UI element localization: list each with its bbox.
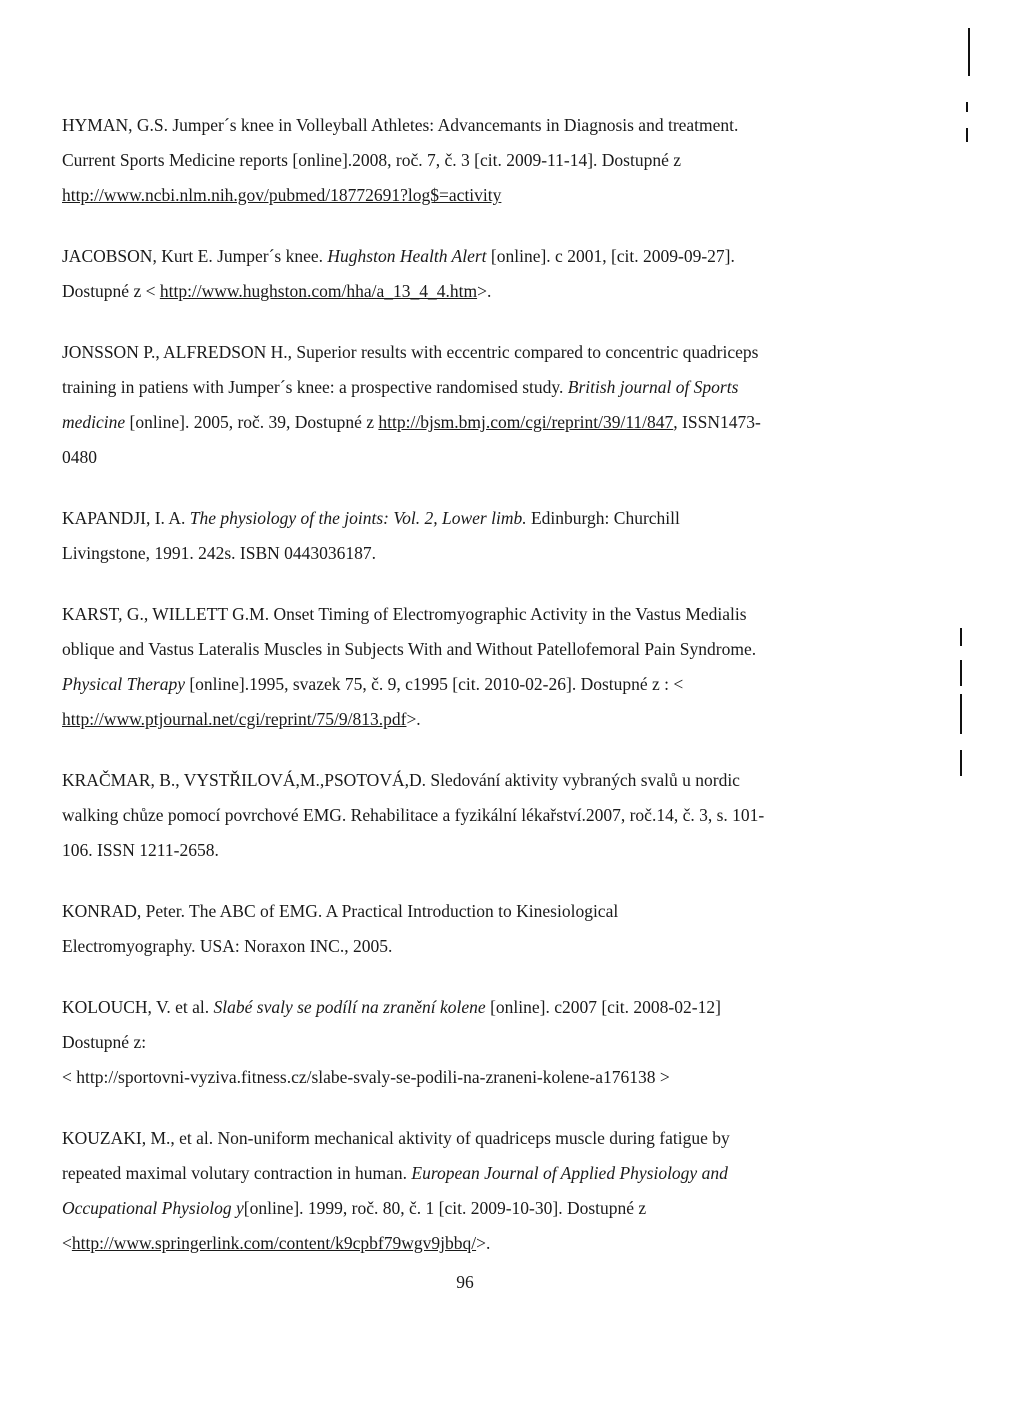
reference-title-italic: Hughston Health Alert	[327, 246, 487, 266]
reference-line	[62, 143, 882, 178]
reference-text: [online]. c 2001, [cit. 2009-09-27].	[486, 246, 735, 266]
reference-line	[62, 1156, 882, 1191]
reference-text: 0480	[62, 447, 97, 467]
reference-line	[62, 929, 882, 964]
reference-line	[62, 1025, 882, 1060]
reference-text: repeated maximal volutary contraction in human.	[62, 1163, 412, 1183]
reference-list	[62, 108, 882, 1287]
reference-url-link[interactable]: http://bjsm.bmj.com/cgi/reprint/39/11/847	[378, 412, 674, 432]
reference-line	[62, 798, 882, 833]
reference-line	[62, 1191, 882, 1226]
reference-line	[62, 178, 882, 213]
reference-text: JACOBSON, Kurt E. Jumper´s knee.	[62, 246, 328, 266]
reference-entry	[62, 335, 882, 475]
reference-text: KONRAD, Peter. The ABC of EMG. A Practical Introduction to Kinesiological	[62, 901, 619, 921]
scan-edge-mark	[960, 694, 962, 734]
scan-edge-mark	[966, 128, 968, 142]
reference-line	[62, 894, 882, 929]
reference-text: [online]. 1999, roč. 80, č. 1 [cit. 2009-10-30]. Dostupné z	[243, 1198, 647, 1218]
reference-entry	[62, 894, 882, 964]
reference-url-link[interactable]: http://www.ncbi.nlm.nih.gov/pubmed/18772691?log$=activity	[62, 185, 502, 205]
reference-text: 106. ISSN 1211-2658.	[62, 840, 219, 860]
reference-text: KRAČMAR, B., VYSTŘILOVÁ,M.,PSOTOVÁ,D. Sledování aktivity vybraných svalů u nordic	[62, 770, 740, 790]
scan-edge-mark	[966, 102, 968, 112]
reference-line	[62, 274, 882, 309]
reference-line	[62, 667, 882, 702]
reference-text: HYMAN, G.S. Jumper´s knee in Volleyball Athletes: Advancemants in Diagnosis and treatment.	[62, 115, 739, 135]
reference-line	[62, 990, 882, 1025]
scan-edge-mark	[968, 28, 970, 76]
reference-text: Edinburgh: Churchill	[526, 508, 680, 528]
reference-title-italic: European Journal of Applied Physiology and	[411, 1163, 728, 1183]
reference-text: KOUZAKI, M., et al. Non-uniform mechanical aktivity of quadriceps muscle during fatigue by	[62, 1128, 730, 1148]
reference-title-italic: Slabé svaly se podílí na zranění kolene	[213, 997, 486, 1017]
reference-line	[62, 597, 882, 632]
reference-text: KARST, G., WILLETT G.M. Onset Timing of Electromyographic Activity in the Vastus Medialis	[62, 604, 747, 624]
reference-text: oblique and Vastus Lateralis Muscles in Subjects With and Without Patellofemoral Pain Syndrome.	[62, 639, 757, 659]
reference-entry	[62, 990, 882, 1095]
reference-text: Dostupné z:	[62, 1032, 147, 1052]
reference-line	[62, 1226, 882, 1261]
reference-line	[62, 702, 882, 737]
reference-text: training in patiens with Jumper´s knee: a prospective randomised study.	[62, 377, 568, 397]
scan-edge-mark	[960, 628, 962, 646]
reference-entry	[62, 501, 882, 571]
reference-line	[62, 405, 882, 440]
reference-text: KOLOUCH, V. et al.	[62, 997, 214, 1017]
reference-line	[62, 335, 882, 370]
reference-text: KAPANDJI, I. A.	[62, 508, 190, 528]
page-number: 96	[456, 1272, 474, 1292]
reference-text: <	[62, 1233, 72, 1253]
reference-line	[62, 1121, 882, 1156]
reference-text: >.	[476, 1233, 491, 1253]
reference-line	[62, 1060, 882, 1095]
reference-text: [online].1995, svazek 75, č. 9, c1995 [cit. 2010-02-26]. Dostupné z : <	[184, 674, 684, 694]
reference-title-italic: The physiology of the joints: Vol. 2, Lower limb.	[189, 508, 527, 528]
reference-line	[62, 501, 882, 536]
reference-text: walking chůze pomocí povrchové EMG. Rehabilitace a fyzikální lékařství.2007, roč.14, č. 3, s. 101-	[62, 805, 765, 825]
reference-title-italic: Physical Therapy	[62, 674, 185, 694]
reference-text: [online]. 2005, roč. 39, Dostupné z	[125, 412, 379, 432]
reference-title-italic: Occupational Physiolog y	[62, 1198, 244, 1218]
reference-entry	[62, 239, 882, 309]
scan-edge-mark	[960, 660, 962, 686]
reference-line	[62, 833, 882, 868]
reference-line	[62, 108, 882, 143]
reference-text: Current Sports Medicine reports [online].2008, roč. 7, č. 3 [cit. 2009-11-14]. Dostupné z	[62, 150, 682, 170]
reference-text: >.	[477, 281, 492, 301]
reference-entry	[62, 597, 882, 737]
reference-title-italic: medicine	[62, 412, 126, 432]
reference-line	[62, 632, 882, 667]
reference-url-link[interactable]: http://www.hughston.com/hha/a_13_4_4.htm	[159, 281, 478, 301]
reference-text: [online]. c2007 [cit. 2008-02-12]	[485, 997, 721, 1017]
reference-text: Dostupné z <	[62, 281, 160, 301]
reference-entry	[62, 108, 882, 213]
reference-line	[62, 763, 882, 798]
reference-line	[62, 440, 882, 475]
reference-text: >.	[406, 709, 421, 729]
reference-text: < http://sportovni-vyziva.fitness.cz/slabe-svaly-se-podili-na-zraneni-kolene-a176138 >	[62, 1067, 670, 1087]
reference-text: , ISSN1473-	[673, 412, 761, 432]
reference-text: JONSSON P., ALFREDSON H., Superior results with eccentric compared to concentric quadriceps	[62, 342, 759, 362]
reference-text: Electromyography. USA: Noraxon INC., 2005.	[62, 936, 393, 956]
reference-title-italic: British journal of Sports	[567, 377, 739, 397]
reference-line	[62, 239, 882, 274]
reference-entry	[62, 763, 882, 868]
reference-entry	[62, 1121, 882, 1261]
scan-edge-mark	[960, 750, 962, 776]
reference-url-link[interactable]: http://www.ptjournal.net/cgi/reprint/75/9/813.pdf	[62, 709, 407, 729]
reference-line	[62, 536, 882, 571]
reference-line	[62, 370, 882, 405]
reference-url-link[interactable]: http://www.springerlink.com/content/k9cpbf79wgv9jbbq/	[71, 1233, 477, 1253]
reference-text: Livingstone, 1991. 242s. ISBN 0443036187.	[62, 543, 377, 563]
